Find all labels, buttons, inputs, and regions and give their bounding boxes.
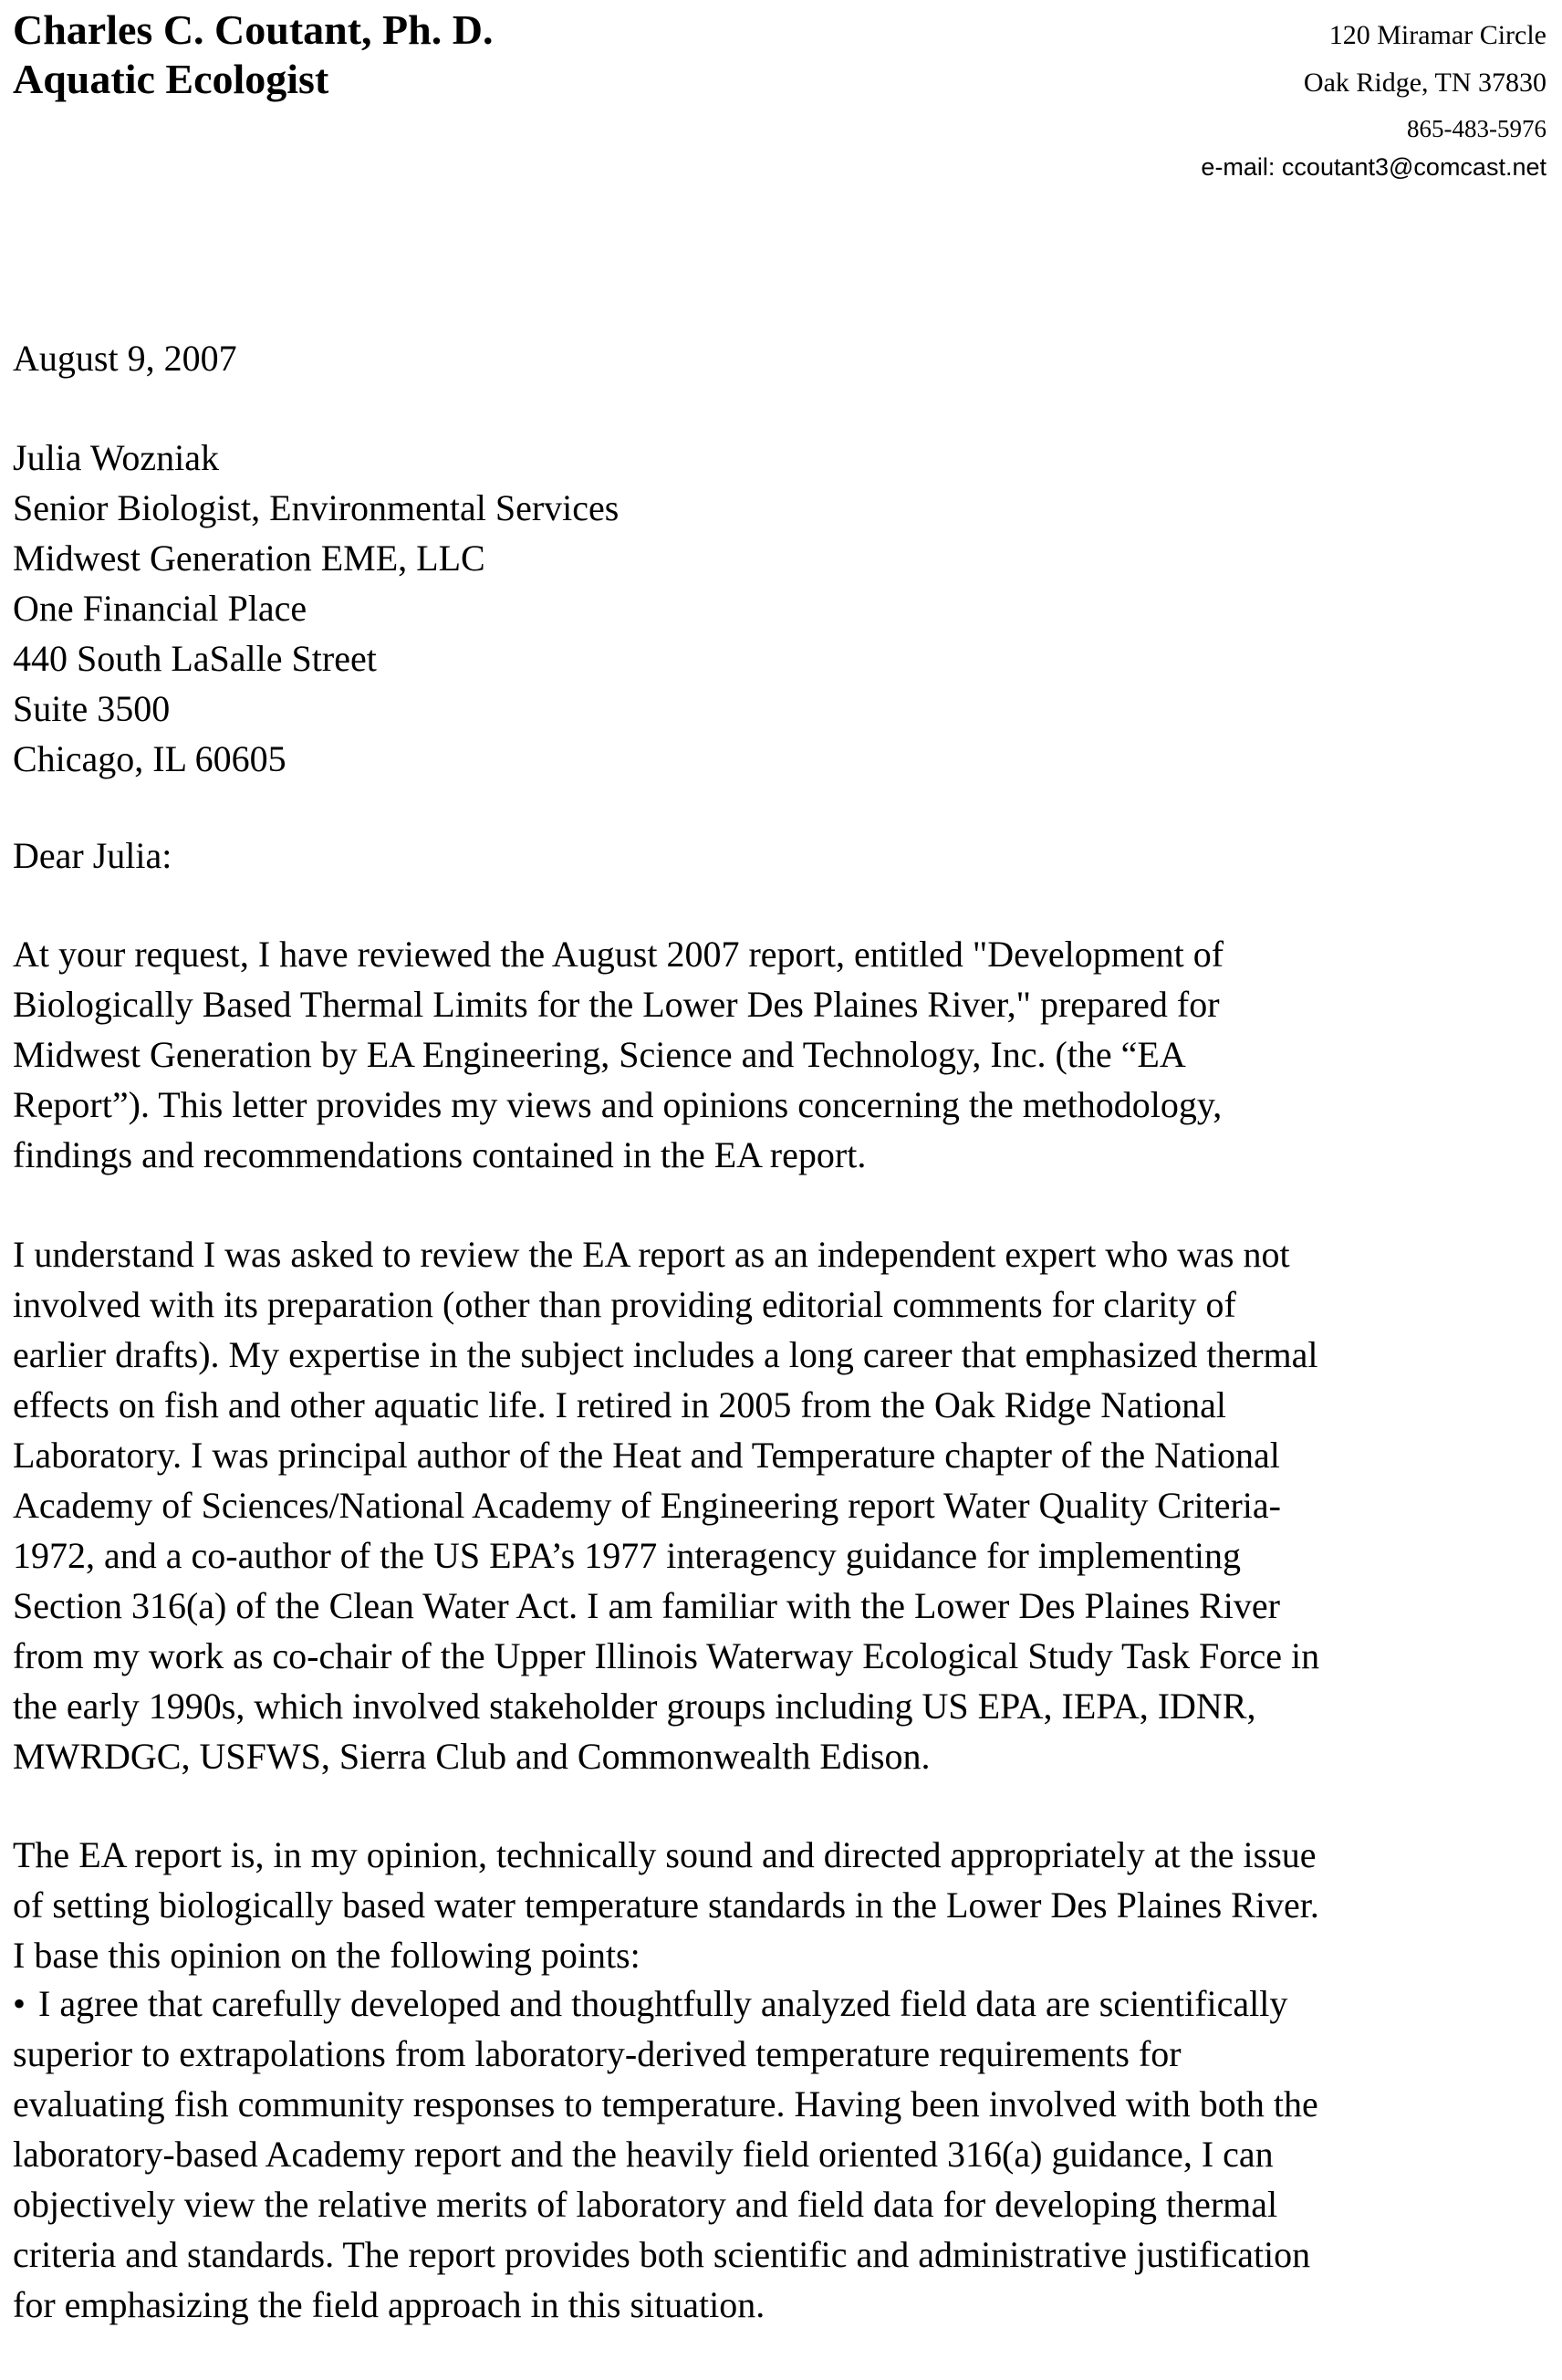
paragraph-line: involved with its preparation (other than providing editorial comments for clarity of bbox=[13, 1284, 1236, 1325]
paragraph-line: Report”). This letter provides my views and opinions concerning the methodology, bbox=[13, 1084, 1223, 1125]
paragraph-line: I understand I was asked to review the EA report as an independent expert who was not bbox=[13, 1234, 1290, 1275]
bullet-marker: • bbox=[13, 1983, 26, 2024]
address-street: 120 Miramar Circle bbox=[1328, 20, 1546, 50]
paragraph-line: objectively view the relative merits of laboratory and field data for developing thermal bbox=[13, 2184, 1278, 2225]
paragraph-line: Biologically Based Thermal Limits for the Lower Des Plaines River," prepared for bbox=[13, 984, 1220, 1025]
paragraph-intro bbox=[13, 929, 1555, 1180]
recipient-block bbox=[13, 433, 1555, 784]
salutation: Dear Julia: bbox=[13, 835, 172, 876]
recipient-building: One Financial Place bbox=[13, 588, 307, 629]
paragraph-line: MWRDGC, USFWS, Sierra Club and Commonwealth Edison. bbox=[13, 1736, 931, 1777]
paragraph-line: of setting biologically based water temperature standards in the Lower Des Plaines River. bbox=[13, 1884, 1319, 1926]
recipient-title: Senior Biologist, Environmental Services bbox=[13, 487, 620, 528]
paragraph-line: evaluating fish community responses to temperature. Having been involved with both the bbox=[13, 2083, 1318, 2124]
paragraph-expertise bbox=[13, 1229, 1555, 1781]
address-city: Oak Ridge, TN 37830 bbox=[1303, 68, 1546, 98]
recipient-name: Julia Wozniak bbox=[13, 437, 219, 478]
paragraph-line: the early 1990s, which involved stakeholder groups including US EPA, IEPA, IDNR, bbox=[13, 1686, 1256, 1727]
paragraph-line: Academy of Sciences/National Academy of Engineering report Water Quality Criteria- bbox=[13, 1485, 1281, 1526]
paragraph-line: Midwest Generation by EA Engineering, Science and Technology, Inc. (the “EA bbox=[13, 1034, 1186, 1075]
paragraph-line: earlier drafts). My expertise in the subject includes a long career that emphasized thermal bbox=[13, 1334, 1318, 1375]
recipient-suite: Suite 3500 bbox=[13, 688, 171, 729]
letter-date: August 9, 2007 bbox=[13, 338, 237, 379]
recipient-company: Midwest Generation EME, LLC bbox=[13, 538, 485, 579]
paragraph-line: The EA report is, in my opinion, technically sound and directed appropriately at the issue bbox=[13, 1834, 1317, 1875]
phone-number: 865-483-5976 bbox=[1407, 115, 1546, 142]
paragraph-line: findings and recommendations contained in the EA report. bbox=[13, 1134, 867, 1175]
paragraph-line: 1972, and a co-author of the US EPA’s 1977 interagency guidance for implementing bbox=[13, 1535, 1241, 1576]
paragraph-line: Section 316(a) of the Clean Water Act. I am familiar with the Lower Des Plaines River bbox=[13, 1585, 1280, 1626]
paragraph-line: criteria and standards. The report provides both scientific and administrative justification bbox=[13, 2234, 1311, 2275]
paragraph-line: effects on fish and other aquatic life. I retired in 2005 from the Oak Ridge National bbox=[13, 1384, 1226, 1425]
paragraph-line: At your request, I have reviewed the August 2007 report, entitled "Development of bbox=[13, 934, 1224, 975]
author-title: Aquatic Ecologist bbox=[13, 56, 329, 102]
paragraph-line: superior to extrapolations from laboratory-derived temperature requirements for bbox=[13, 2033, 1182, 2074]
paragraph-opinion bbox=[13, 1830, 1555, 1980]
paragraph-line: from my work as co-chair of the Upper Illinois Waterway Ecological Study Task Force in bbox=[13, 1635, 1320, 1676]
email-address: e-mail: ccoutant3@comcast.net bbox=[1201, 153, 1546, 181]
paragraph-line bbox=[13, 1978, 1555, 2029]
paragraph-line: Laboratory. I was principal author of the Heat and Temperature chapter of the National bbox=[13, 1435, 1280, 1476]
paragraph-line: laboratory-based Academy report and the heavily field oriented 316(a) guidance, I can bbox=[13, 2134, 1274, 2175]
paragraph-bullet-field-data bbox=[13, 1978, 1555, 2330]
author-name: Charles C. Coutant, Ph. D. bbox=[13, 6, 494, 53]
paragraph-line: I base this opinion on the following points: bbox=[13, 1935, 640, 1976]
bullet-first-line: I agree that carefully developed and thoughtfully analyzed field data are scientifically bbox=[38, 1983, 1288, 2024]
paragraph-line: for emphasizing the field approach in this situation. bbox=[13, 2284, 765, 2325]
recipient-street: 440 South LaSalle Street bbox=[13, 638, 377, 679]
recipient-city: Chicago, IL 60605 bbox=[13, 738, 286, 779]
